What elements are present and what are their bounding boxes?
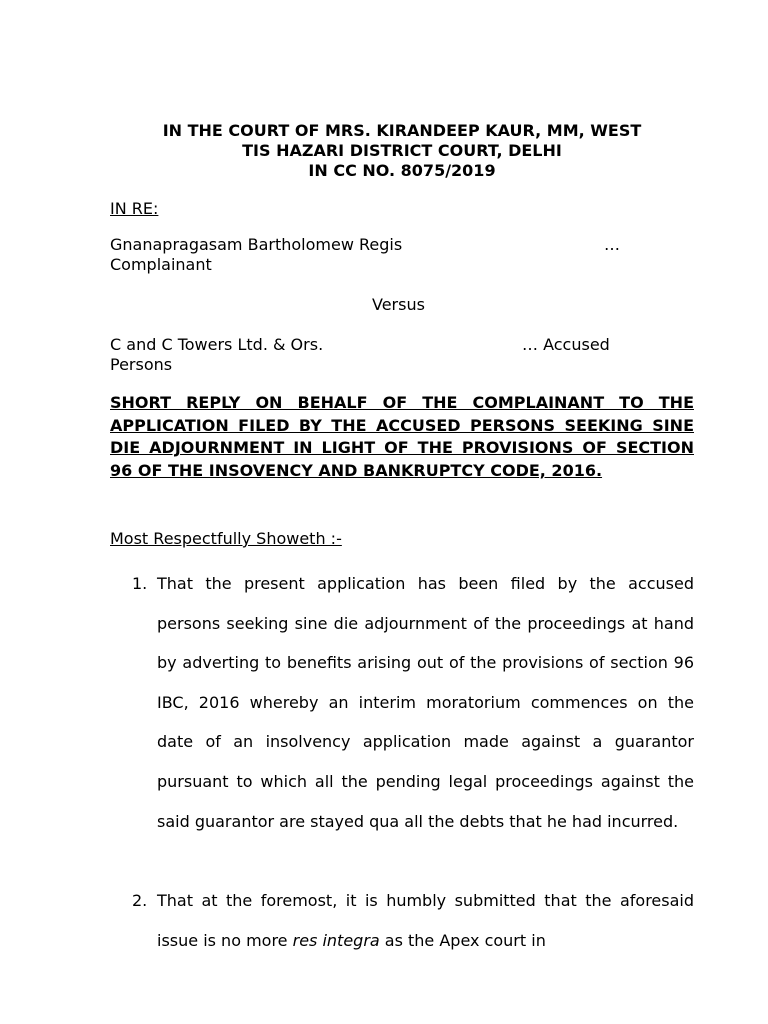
in-re-label: IN RE:	[110, 199, 159, 218]
complainant-dots: …	[604, 235, 620, 254]
paragraph-text-part: as the Apex court in	[379, 930, 546, 950]
document-title: SHORT REPLY ON BEHALF OF THE COMPLAINANT TO THE APPLICATION FILED BY THE ACCUSED PERSONS SEEKING SINE DIE ADJOURNMENT IN LIGHT OF THE PROVISIONS OF SECTION 96 OF THE INSOVENCY AND BANKRUPTCY CODE, 2016.	[110, 393, 694, 480]
complainant-role: Complainant	[110, 255, 212, 274]
accused-name: C and C Towers Ltd. & Ors.	[110, 335, 324, 354]
paragraph-number: 1.	[132, 574, 148, 593]
court-heading-line-1: IN THE COURT OF MRS. KIRANDEEP KAUR, MM, WEST	[162, 121, 642, 140]
court-heading	[110, 121, 694, 181]
paragraph-number: 2.	[132, 891, 148, 910]
complainant-name: Gnanapragasam Bartholomew Regis	[110, 235, 403, 254]
versus-label: Versus	[372, 295, 425, 314]
court-heading-line-2: TIS HAZARI DISTRICT COURT, DELHI	[242, 141, 562, 160]
paragraph-1	[110, 564, 694, 841]
paragraph-text: That the present application has been filed by the accused persons seeking sine die adjournment of the proceedings at hand by adverting to benefits arising out of the provisions of section 96 IBC, 2016 whereby an interim moratorium commences on the date of an insolvency application made against a guarantor pursuant to which all the pending legal proceedings against the said guarantor are stayed qua all the debts that he had incurred.	[157, 574, 694, 831]
paragraph-2	[110, 881, 694, 960]
paragraph-text-italic: res integra	[292, 930, 380, 950]
paragraph-text-part: That at the foremost, it is humbly submitted that the aforesaid issue is no more	[157, 891, 694, 950]
paragraph-text	[157, 881, 694, 960]
case-number: IN CC NO. 8075/2019	[308, 161, 496, 180]
salutation: Most Respectfully Showeth :-	[110, 529, 342, 548]
accused-role-continued: Persons	[110, 355, 173, 374]
accused-role: … Accused	[522, 335, 610, 354]
